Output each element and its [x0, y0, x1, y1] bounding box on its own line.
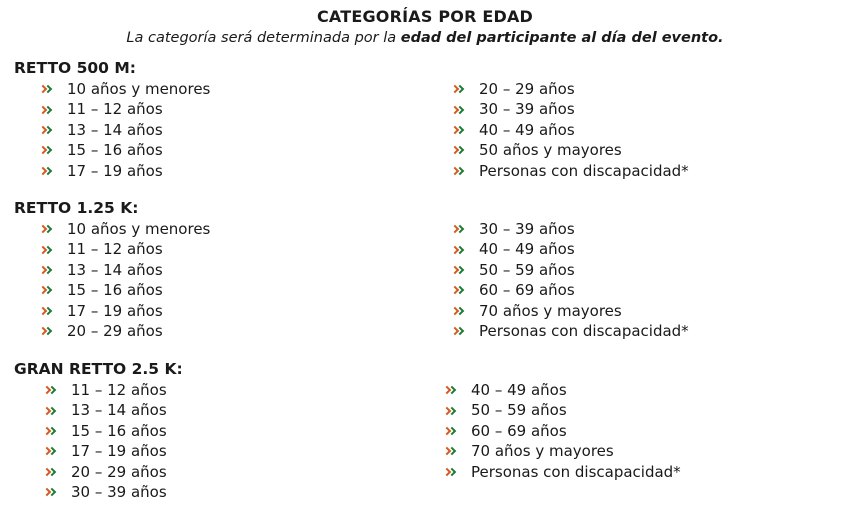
category-label: 50 años y mayores	[479, 141, 622, 160]
double-chevron-bullet-icon	[444, 385, 458, 395]
section-heading: RETTO 500 M:	[14, 59, 136, 77]
category-item	[452, 321, 689, 341]
category-item	[40, 99, 210, 119]
category-item	[444, 441, 681, 461]
category-item	[40, 321, 210, 341]
double-chevron-bullet-icon	[40, 125, 54, 135]
category-label: 50 – 59 años	[471, 401, 567, 420]
double-chevron-bullet-icon	[452, 224, 466, 234]
category-item	[444, 421, 681, 441]
category-item	[444, 462, 681, 482]
double-chevron-bullet-icon	[40, 326, 54, 336]
section-heading: GRAN RETTO 2.5 K:	[14, 360, 183, 378]
category-label: 17 – 19 años	[67, 301, 163, 320]
double-chevron-bullet-icon	[452, 84, 466, 94]
double-chevron-bullet-icon	[452, 245, 466, 255]
category-item	[44, 462, 167, 482]
category-label: 13 – 14 años	[71, 401, 167, 420]
double-chevron-bullet-icon	[452, 265, 466, 275]
double-chevron-bullet-icon	[452, 326, 466, 336]
category-item	[452, 280, 689, 300]
category-label: 10 años y menores	[67, 220, 211, 238]
category-item	[44, 482, 167, 502]
category-label: 20 – 29 años	[479, 80, 575, 98]
category-label: Personas con discapacidad*	[479, 321, 689, 340]
double-chevron-bullet-icon	[444, 467, 458, 477]
double-chevron-bullet-icon	[40, 245, 54, 255]
category-label: 60 – 69 años	[471, 421, 567, 440]
category-item	[452, 219, 689, 239]
double-chevron-bullet-icon	[452, 125, 466, 135]
double-chevron-bullet-icon	[452, 285, 466, 295]
category-item	[40, 219, 210, 239]
double-chevron-bullet-icon	[44, 385, 58, 395]
category-label: 11 – 12 años	[67, 240, 163, 259]
category-label: 10 años y menores	[67, 80, 211, 98]
double-chevron-bullet-icon	[452, 105, 466, 115]
double-chevron-bullet-icon	[40, 265, 54, 275]
double-chevron-bullet-icon	[40, 84, 54, 94]
category-label: 11 – 12 años	[67, 100, 163, 119]
section-gran-retto-2-5k	[14, 359, 844, 501]
page-title: CATEGORÍAS POR EDAD	[316, 7, 534, 26]
double-chevron-bullet-icon	[44, 487, 58, 497]
category-item	[444, 400, 681, 420]
category-label: 17 – 19 años	[71, 442, 167, 461]
category-label: 60 – 69 años	[479, 281, 575, 300]
category-item	[40, 239, 210, 259]
subtitle-emphasis: edad del participante al día del evento.	[400, 30, 724, 46]
category-item	[40, 301, 210, 321]
double-chevron-bullet-icon	[452, 166, 466, 176]
double-chevron-bullet-icon	[40, 166, 54, 176]
section-retto-1-25k	[14, 198, 844, 340]
category-label: 70 años y mayores	[479, 301, 622, 320]
category-item	[44, 421, 167, 441]
category-label: Personas con discapacidad*	[479, 161, 689, 180]
double-chevron-bullet-icon	[40, 145, 54, 155]
category-label: 70 años y mayores	[471, 442, 614, 461]
double-chevron-bullet-icon	[44, 467, 58, 477]
double-chevron-bullet-icon	[452, 145, 466, 155]
double-chevron-bullet-icon	[40, 306, 54, 316]
category-label: Personas con discapacidad*	[471, 462, 681, 481]
category-item	[40, 79, 210, 99]
category-item	[40, 120, 210, 140]
double-chevron-bullet-icon	[444, 446, 458, 456]
category-label: 20 – 29 años	[71, 462, 167, 481]
left-category-list	[44, 380, 167, 502]
double-chevron-bullet-icon	[44, 426, 58, 436]
category-item	[452, 79, 689, 99]
category-label: 13 – 14 años	[67, 120, 163, 139]
double-chevron-bullet-icon	[40, 105, 54, 115]
category-item	[40, 260, 210, 280]
page-subtitle	[0, 30, 850, 46]
double-chevron-bullet-icon	[40, 224, 54, 234]
subtitle-text: La categoría será determinada por la	[126, 30, 401, 46]
right-category-list	[452, 219, 689, 341]
left-category-list	[40, 79, 210, 181]
double-chevron-bullet-icon	[452, 306, 466, 316]
section-heading: RETTO 1.25 K:	[14, 199, 139, 217]
category-label: 40 – 49 años	[479, 120, 575, 139]
right-category-list	[452, 79, 689, 181]
double-chevron-bullet-icon	[444, 426, 458, 436]
double-chevron-bullet-icon	[44, 446, 58, 456]
category-label: 20 – 29 años	[67, 321, 163, 340]
category-label: 30 – 39 años	[71, 482, 167, 501]
category-label: 30 – 39 años	[479, 100, 575, 119]
category-item	[452, 301, 689, 321]
category-item	[452, 120, 689, 140]
category-item	[40, 280, 210, 300]
category-label: 11 – 12 años	[71, 381, 167, 399]
category-item	[44, 380, 167, 400]
category-label: 50 – 59 años	[479, 260, 575, 279]
category-item	[44, 441, 167, 461]
section-retto-500m	[14, 58, 844, 180]
category-item	[444, 380, 681, 400]
right-category-list	[444, 380, 681, 482]
category-label: 15 – 16 años	[71, 421, 167, 440]
category-label: 15 – 16 años	[67, 141, 163, 160]
category-item	[452, 140, 689, 160]
double-chevron-bullet-icon	[44, 406, 58, 416]
category-label: 13 – 14 años	[67, 260, 163, 279]
category-item	[452, 260, 689, 280]
category-label: 17 – 19 años	[67, 161, 163, 180]
category-item	[40, 140, 210, 160]
left-category-list	[40, 219, 210, 341]
category-label: 15 – 16 años	[67, 281, 163, 300]
double-chevron-bullet-icon	[40, 285, 54, 295]
category-label: 40 – 49 años	[479, 240, 575, 259]
category-item	[452, 161, 689, 181]
category-item	[40, 161, 210, 181]
category-label: 40 – 49 años	[471, 381, 567, 399]
category-label: 30 – 39 años	[479, 220, 575, 238]
category-item	[452, 239, 689, 259]
double-chevron-bullet-icon	[444, 406, 458, 416]
category-item	[452, 99, 689, 119]
category-item	[44, 400, 167, 420]
